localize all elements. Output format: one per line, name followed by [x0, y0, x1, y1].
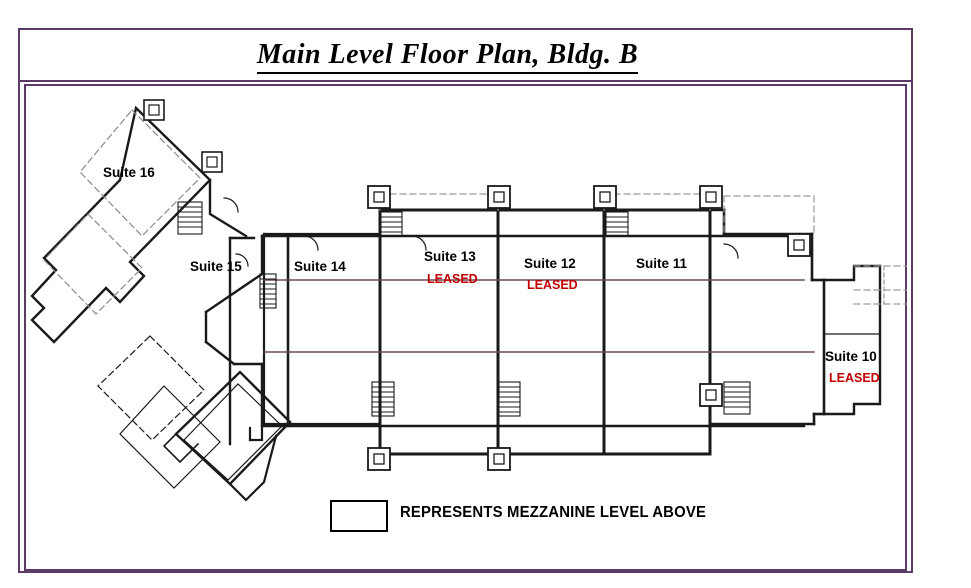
- page-title: [0, 28, 895, 82]
- suite-label-15: Suite 15: [190, 259, 242, 274]
- mezzanine-dashed-upper: [44, 110, 200, 314]
- lower-wall-detail: [250, 426, 262, 440]
- suite-label-10: Suite 10: [825, 349, 877, 364]
- legend-label: REPRESENTS MEZZANINE LEVEL ABOVE: [400, 504, 707, 521]
- legend-swatch: [330, 500, 388, 532]
- suite-label-14: Suite 14: [294, 259, 346, 274]
- left-connector: [206, 180, 262, 426]
- suite-label-13: Suite 13: [424, 249, 476, 264]
- suite-status-12: LEASED: [527, 278, 578, 292]
- suite-status-10: LEASED: [829, 371, 880, 385]
- suite-16-wing: [32, 108, 210, 342]
- suite-label-12: Suite 12: [524, 256, 576, 271]
- suite-label-11: Suite 11: [636, 256, 688, 271]
- floor-plan-drawing: [24, 84, 907, 571]
- page-title-text: Main Level Floor Plan, Bldg. B: [257, 39, 638, 74]
- column-markers-main: [368, 186, 810, 470]
- suite-label-16: Suite 16: [103, 165, 155, 180]
- suite-blocks: [380, 210, 710, 454]
- suite-status-13: LEASED: [427, 272, 478, 286]
- suite-10-block: [824, 266, 880, 414]
